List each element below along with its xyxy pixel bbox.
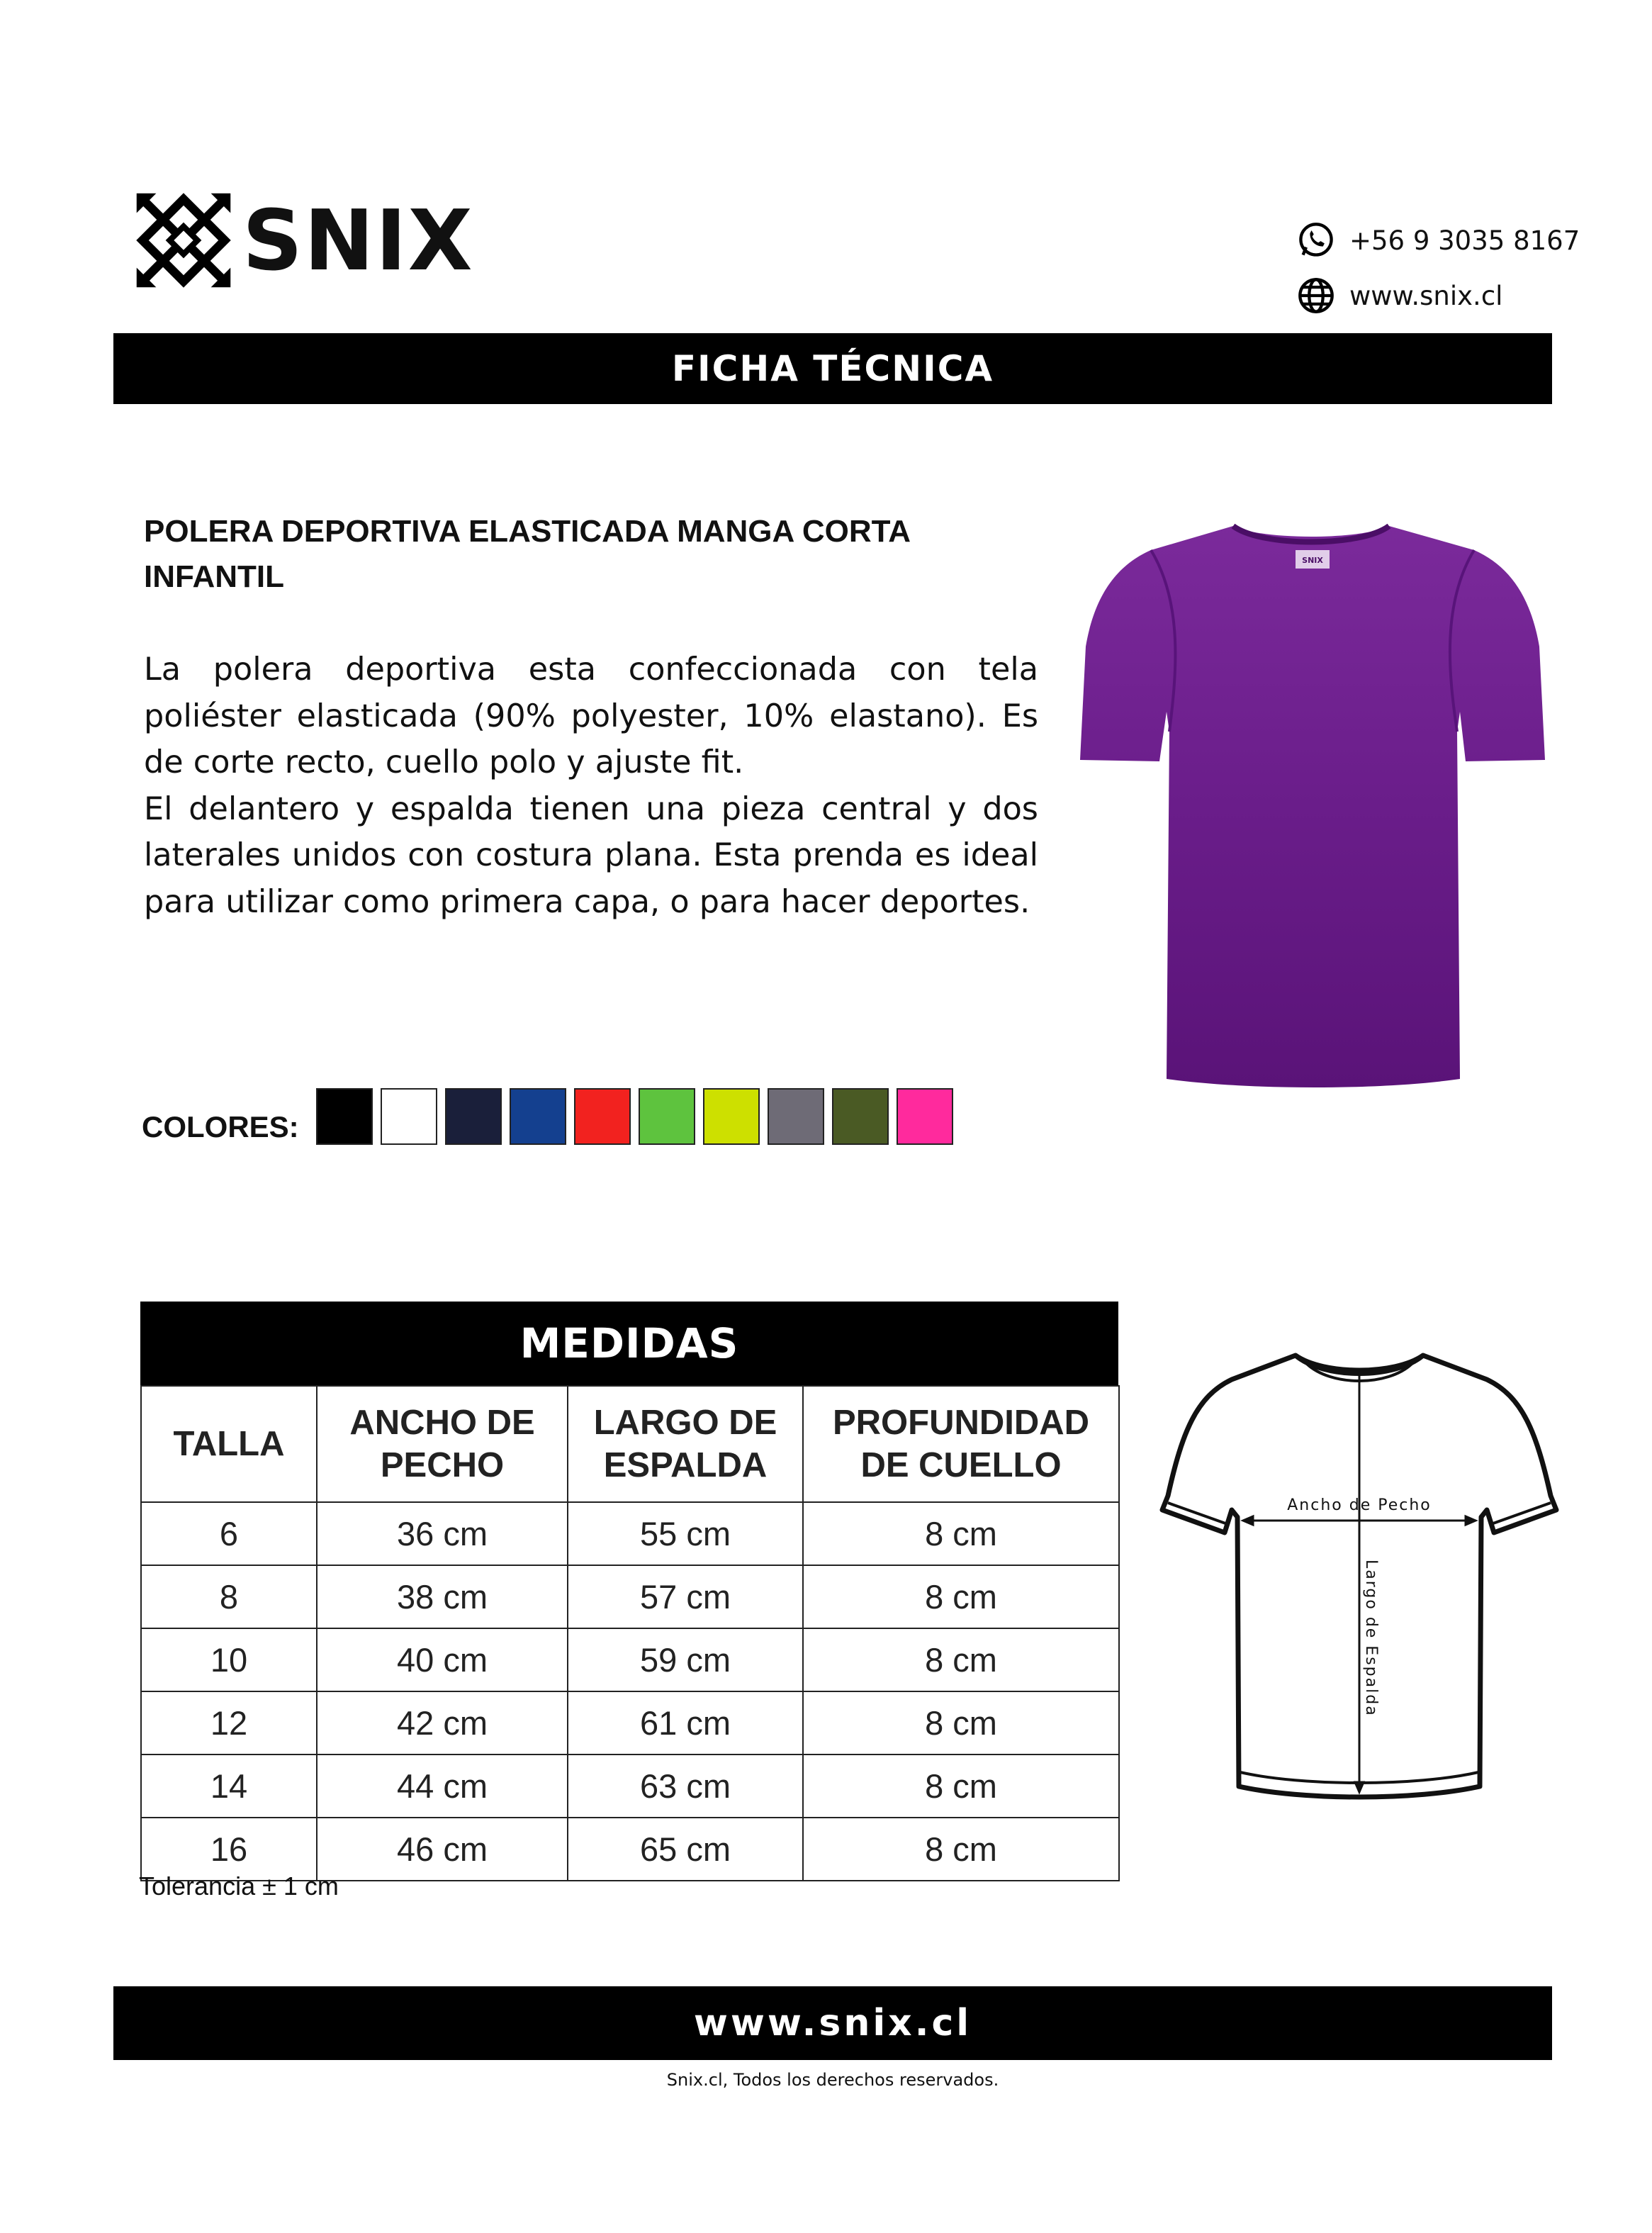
cell-largo: 63 cm	[568, 1754, 803, 1818]
cell-ancho: 36 cm	[317, 1502, 568, 1565]
colors-label: COLORES:	[142, 1110, 299, 1143]
contact-website	[1297, 268, 1580, 323]
cell-cuello: 8 cm	[803, 1818, 1119, 1881]
color-swatch[interactable]	[832, 1088, 889, 1145]
brand-logo	[135, 191, 474, 289]
product-title-line2: INFANTIL	[144, 559, 284, 594]
footer-website[interactable]: www.snix.cl	[113, 1986, 1552, 2060]
brand-name: SNIX	[242, 191, 474, 289]
description-paragraph: La polera deportiva esta confeccionada con tela poliéster elasticada (90% polyester, 10% elastano). Es de corte recto, cuello polo y ajuste fit.	[144, 651, 1038, 780]
cell-talla: 16	[141, 1818, 317, 1881]
cell-ancho: 44 cm	[317, 1754, 568, 1818]
color-swatch[interactable]	[703, 1088, 760, 1145]
snix-logo-icon	[135, 191, 232, 289]
color-swatch[interactable]	[381, 1088, 437, 1145]
cell-talla: 6	[141, 1502, 317, 1565]
product-title	[144, 509, 1065, 600]
cell-cuello: 8 cm	[803, 1565, 1119, 1628]
table-row	[141, 1565, 1119, 1628]
color-swatch[interactable]	[316, 1088, 373, 1145]
cell-ancho: 46 cm	[317, 1818, 568, 1881]
copyright-text: Snix.cl, Todos los derechos reservados.	[666, 2070, 999, 2090]
measurements-table	[140, 1302, 1118, 1881]
website-link[interactable]: www.snix.cl	[1349, 280, 1503, 311]
color-swatches	[316, 1088, 961, 1145]
cell-largo: 55 cm	[568, 1502, 803, 1565]
shirt-tag-text: SNIX	[1302, 556, 1323, 565]
table-row	[141, 1754, 1119, 1818]
color-swatch[interactable]	[768, 1088, 824, 1145]
cell-talla: 8	[141, 1565, 317, 1628]
cell-cuello: 8 cm	[803, 1691, 1119, 1754]
cell-largo: 59 cm	[568, 1628, 803, 1691]
cell-ancho: 38 cm	[317, 1565, 568, 1628]
back-length-label: Largo de Espalda	[1362, 1560, 1380, 1717]
header-profundidad-cuello: PROFUNDIDAD DE CUELLO	[803, 1386, 1119, 1502]
cell-ancho: 40 cm	[317, 1628, 568, 1691]
tolerance-note: Tolerancia ± 1 cm	[139, 1871, 339, 1901]
cell-ancho: 42 cm	[317, 1691, 568, 1754]
table-header-row	[141, 1386, 1119, 1502]
cell-talla: 12	[141, 1691, 317, 1754]
color-swatch[interactable]	[639, 1088, 695, 1145]
table-row	[141, 1628, 1119, 1691]
product-shirt-image	[1077, 519, 1548, 1090]
contact-info	[1297, 213, 1580, 323]
color-swatch[interactable]	[574, 1088, 631, 1145]
page-title: FICHA TÉCNICA	[113, 333, 1552, 404]
table-row	[141, 1691, 1119, 1754]
measurement-diagram	[1154, 1347, 1562, 1815]
cell-cuello: 8 cm	[803, 1502, 1119, 1565]
header-largo-espalda: LARGO DE ESPALDA	[568, 1386, 803, 1502]
cell-largo: 65 cm	[568, 1818, 803, 1881]
cell-talla: 14	[141, 1754, 317, 1818]
product-title-line1: POLERA DEPORTIVA ELASTICADA MANGA CORTA	[144, 514, 911, 549]
product-description	[144, 647, 1038, 925]
contact-phone	[1297, 213, 1580, 268]
header-ancho-pecho: ANCHO DE PECHO	[317, 1386, 568, 1502]
header-talla: TALLA	[141, 1386, 317, 1502]
cell-largo: 57 cm	[568, 1565, 803, 1628]
phone-number[interactable]: +56 9 3035 8167	[1349, 225, 1580, 256]
color-swatch[interactable]	[445, 1088, 502, 1145]
chest-width-label: Ancho de Pecho	[1287, 1496, 1432, 1514]
globe-icon	[1297, 276, 1335, 315]
cell-cuello: 8 cm	[803, 1754, 1119, 1818]
color-swatch[interactable]	[510, 1088, 566, 1145]
description-paragraph: El delantero y espalda tienen una pieza central y dos laterales unidos con costura plana. Esta prenda es ideal para utilizar como primera capa, o para hacer deportes.	[144, 790, 1038, 920]
cell-talla: 10	[141, 1628, 317, 1691]
cell-largo: 61 cm	[568, 1691, 803, 1754]
measurements-title: MEDIDAS	[140, 1302, 1118, 1385]
whatsapp-icon	[1297, 221, 1335, 259]
table-row	[141, 1502, 1119, 1565]
color-swatch[interactable]	[897, 1088, 953, 1145]
cell-cuello: 8 cm	[803, 1628, 1119, 1691]
